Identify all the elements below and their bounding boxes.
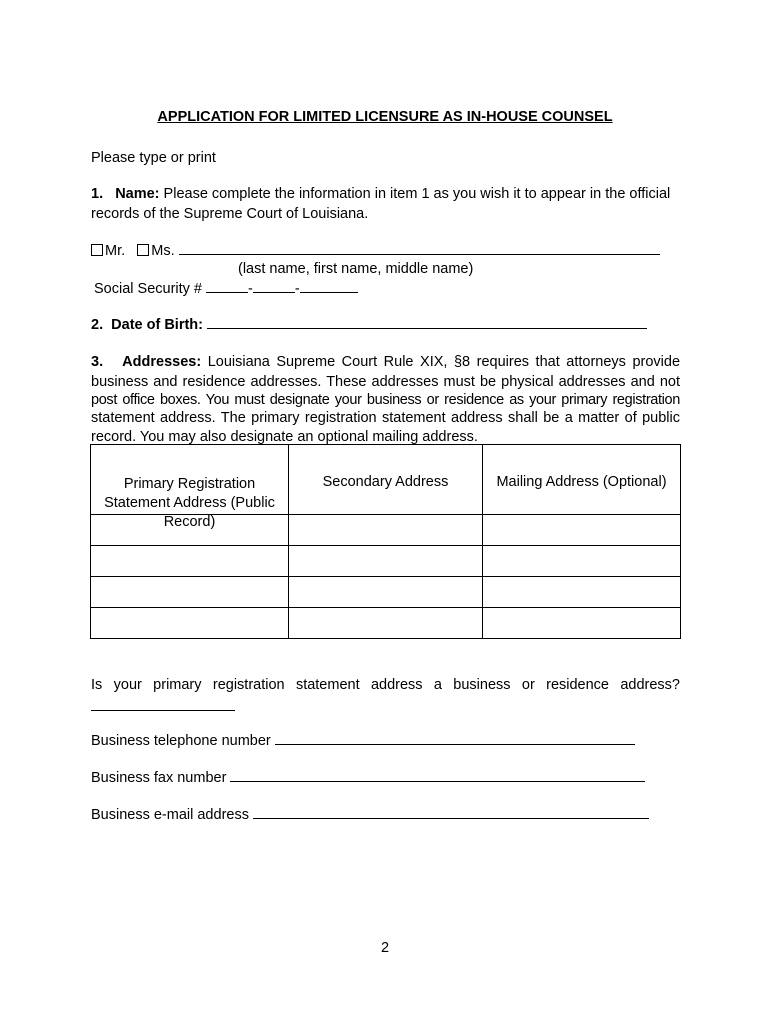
header-secondary-address: Secondary Address: [289, 445, 483, 515]
email-label: Business e-mail address: [91, 807, 249, 823]
table-row: [91, 546, 681, 577]
item2-label: Date of Birth:: [111, 317, 203, 333]
address-type-input[interactable]: [91, 696, 235, 711]
phone-row: [91, 730, 635, 751]
item3-line5: record. You may also designate an optional mailing address.: [91, 429, 478, 445]
ssn-row: [94, 278, 358, 299]
item1-text: Please complete the information in item 1 as you wish it to appear in the official: [163, 186, 671, 202]
name-row: [91, 240, 660, 261]
item3-line3: post office boxes. You must designate your business or residence as your primary registration: [91, 392, 680, 408]
phone-label: Business telephone number: [91, 733, 271, 749]
secondary-address-cell[interactable]: [289, 515, 483, 546]
ssn-dash-2: -: [294, 281, 300, 297]
item3-line1: [91, 352, 680, 372]
secondary-address-cell[interactable]: [289, 608, 483, 639]
item3-label: Addresses:: [122, 354, 202, 370]
ssn-part2-input[interactable]: [253, 278, 295, 293]
address-type-question: Is your primary registration statement address a business or residence address?: [91, 677, 680, 693]
address-table: [90, 444, 681, 639]
item3-number: 3.: [91, 354, 104, 370]
fax-label: Business fax number: [91, 770, 227, 786]
item1-number: 1.: [91, 186, 104, 202]
mailing-address-cell[interactable]: [483, 608, 681, 639]
name-caption: (last name, first name, middle name): [238, 261, 474, 277]
mr-label: Mr.: [105, 243, 126, 259]
item1-label: Name:: [115, 186, 160, 202]
primary-address-cell[interactable]: [91, 608, 289, 639]
ssn-part1-input[interactable]: [206, 278, 248, 293]
header-primary-address: Primary Registration Statement Address (Public Record): [91, 445, 289, 515]
email-row: [91, 804, 649, 825]
ssn-part3-input[interactable]: [300, 278, 358, 293]
ssn-dash-1: -: [248, 281, 253, 297]
ssn-label: Social Security #: [94, 281, 202, 297]
secondary-address-cell[interactable]: [289, 546, 483, 577]
form-title: APPLICATION FOR LIMITED LICENSURE AS IN-HOUSE COUNSEL: [157, 109, 613, 125]
table-row: [91, 608, 681, 639]
header-mailing-address: Mailing Address (Optional): [483, 445, 681, 515]
name-input[interactable]: [179, 240, 660, 255]
mr-checkbox[interactable]: [91, 244, 103, 256]
fax-row: [91, 767, 645, 788]
primary-address-cell[interactable]: [91, 577, 289, 608]
item3-line2: business and residence addresses. These addresses must be physical addresses and not: [91, 374, 680, 390]
phone-input[interactable]: [275, 730, 635, 745]
mailing-address-cell[interactable]: [483, 546, 681, 577]
mailing-address-cell[interactable]: [483, 515, 681, 546]
item3-line4: statement address. The primary registration statement address shall be a matter of public: [91, 410, 680, 426]
instruction-text: Please type or print: [91, 150, 216, 166]
mailing-address-cell[interactable]: [483, 577, 681, 608]
item3-text-1: Louisiana Supreme Court Rule XIX, §8 requires that attorneys provide: [207, 354, 681, 370]
item1-line2: records of the Supreme Court of Louisiana.: [91, 206, 369, 222]
item1-line1: [91, 184, 670, 204]
ms-label: Ms.: [151, 243, 175, 259]
page-number: 2: [380, 940, 390, 956]
ms-checkbox[interactable]: [137, 244, 149, 256]
fax-input[interactable]: [230, 767, 645, 782]
primary-address-cell[interactable]: [91, 546, 289, 577]
dob-row: [91, 314, 647, 335]
secondary-address-cell[interactable]: [289, 577, 483, 608]
dob-input[interactable]: [207, 314, 647, 329]
table-row: [91, 577, 681, 608]
email-input[interactable]: [253, 804, 649, 819]
item2-number: 2.: [91, 317, 104, 333]
